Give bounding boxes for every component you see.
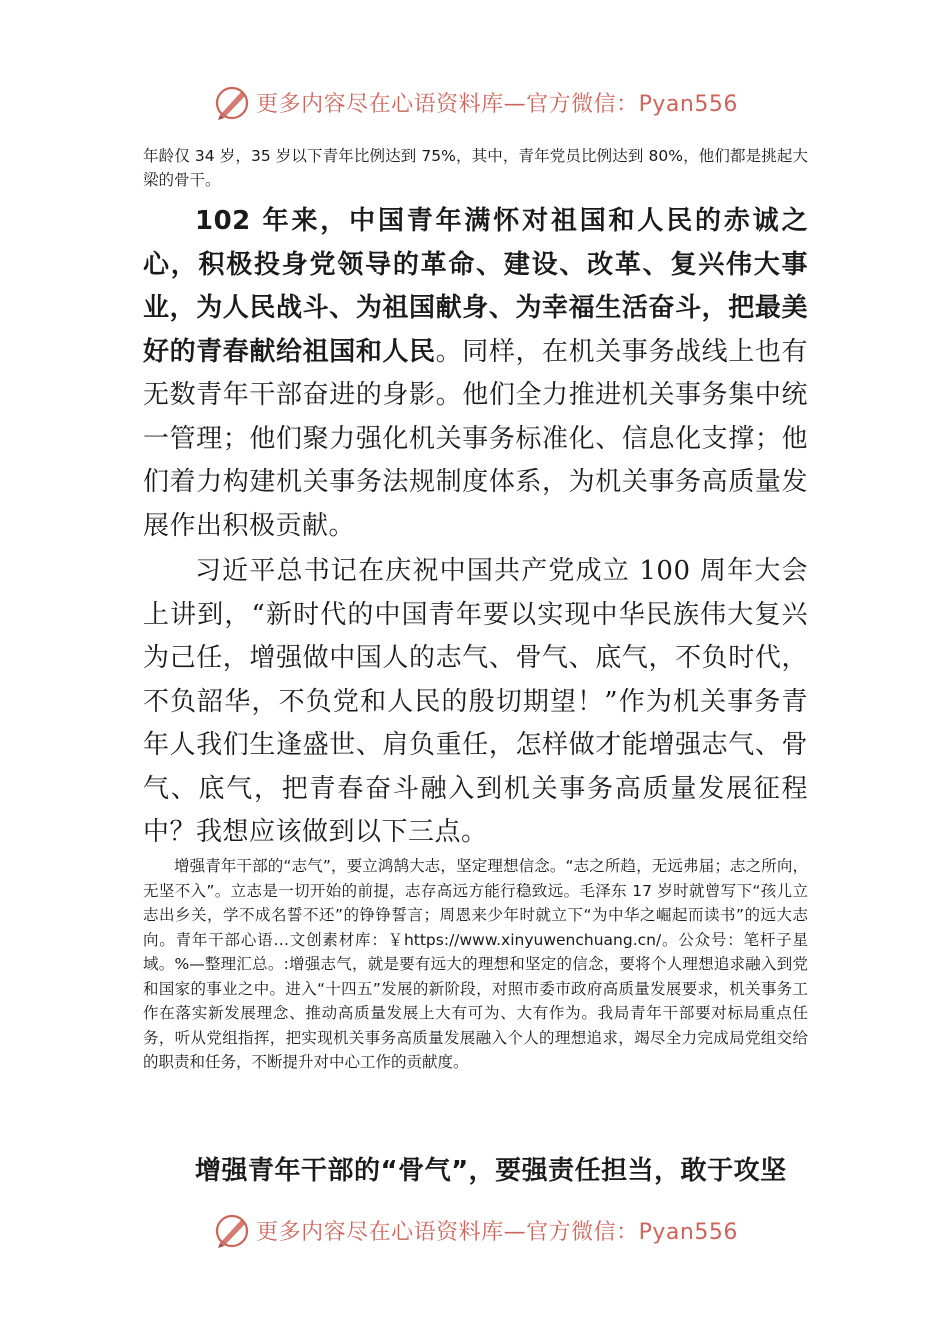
- watermark-footer: [0, 1208, 950, 1252]
- paragraph-body: 。同样，在机关事务战线上也有无数青年干部奋进的身影。他们全力推进机关事务集中统一管理；他们聚力强化机关事务标准化、信息化支撑；他们着力构建机关事务法规制度体系，为机关事务高质量发展作出积极贡献。: [143, 336, 808, 541]
- watermark-header: [0, 80, 950, 124]
- paragraph-continuation: 年龄仅 34 岁，35 岁以下青年比例达到 75%，其中，青年党员比例达到 80%，他们都是挑起大梁的骨干。: [143, 147, 808, 189]
- watermark-text: 更多内容尽在心语资料库—官方微信：Pyan556: [256, 91, 738, 117]
- paragraph-bold-lead: 增强青年干部的“骨气”，要强责任担当，敢于攻坚: [195, 1156, 787, 1186]
- paragraph-xi-quote: 习近平总书记在庆祝中国共产党成立 100 周年大会上讲到，“新时代的中国青年要以实现中华民族伟大复兴为己任，增强做中国人的志气、骨气、底气，不负时代，不负韶华，不负党和人民的殷切期望！”作为机关事务青年人我们生逢盛世、肩负重任，怎样做才能增强志气、骨气、底气，把青春奋斗融入到机关事务高质量发展征程中？我想应该做到以下三点。: [143, 556, 808, 847]
- paragraph-backbone-heading: [143, 1150, 808, 1194]
- watermark-text: 更多内容尽在心语资料库—官方微信：Pyan556: [256, 1219, 738, 1245]
- pen-logo-icon: [212, 82, 252, 122]
- pen-logo-icon: [212, 1210, 252, 1250]
- paragraph-ambition: 增强青年干部的“志气”，要立鸿鹄大志，坚定理想信念。“志之所趋，无远弗届；志之所向，无坚不入”。立志是一切开始的前提，志存高远方能行稳致远。毛泽东 17 岁时就曾写下“孩儿立志出乡关，学不成名誓不还”的铮铮誓言；周恩来少年时就立下“为中华之崛起而读书”的远大志向。青年干部心语…文创素材库：￥https://www.xinyuwenchuang.cn/。公众号：笔杆子星域。%—整理汇总。:增强志气，就是要有远大的理想和坚定的信念，要将个人理想追求融入到党和国家的事业之中。进入“十四五”发展的新阶段，对照市委市政府高质量发展要求，机关事务工作在落实新发展理念、推动高质量发展上大有可为、大有作为。我局青年干部要对标局重点任务，听从党组指挥，把实现机关事务高质量发展融入个人的理想追求，竭尽全力完成局党组交给的职责和任务，不断提升对中心工作的贡献度。: [143, 857, 808, 1071]
- paragraph-bold-lead: 102 年来，中国青年满怀对祖国和人民的赤诚之心，积极投身党领导的革命、建设、改革、复兴伟大事业，为人民战斗、为祖国献身、为幸福生活奋斗，把最美好的青春献给祖国和人民: [143, 206, 808, 367]
- paragraph-youth-devotion: [143, 200, 808, 548]
